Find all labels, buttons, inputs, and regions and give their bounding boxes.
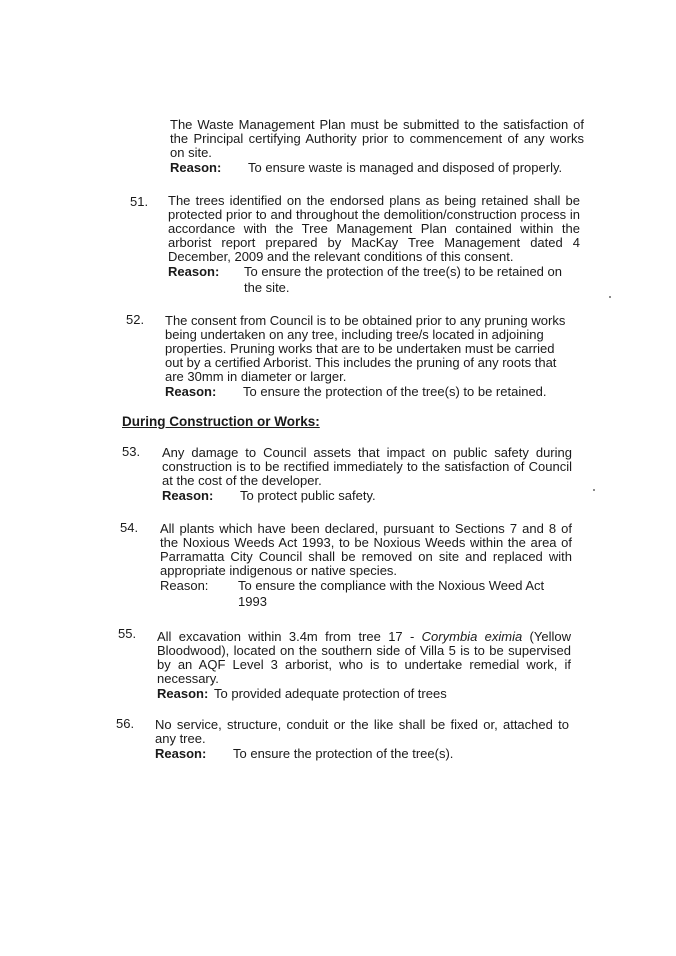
condition-54: [160, 522, 572, 610]
condition-53: [162, 446, 572, 504]
reason-text: To provided adequate protection of trees: [214, 686, 447, 701]
reason-row: [170, 160, 584, 176]
text-line: properties. Pruning works that are to be undertaken must be carried: [165, 341, 555, 356]
reason-text: the site.: [244, 280, 290, 295]
text-line: The Waste Management Plan must be submitted to the satisfaction of: [170, 117, 584, 132]
scan-speck: [593, 489, 595, 491]
reason-row: [168, 264, 580, 280]
condition-52: [165, 314, 575, 400]
condition-number: 56.: [116, 716, 135, 731]
text-line: appropriate indigenous or native species.: [160, 563, 398, 578]
scan-speck: [609, 296, 611, 298]
reason-row-cont: [160, 594, 572, 610]
reason-label: Reason:: [162, 488, 214, 503]
text-line: All plants which have been declared, pursuant to Sections 7 and 8 of: [160, 521, 572, 536]
text-line: [157, 630, 571, 644]
reason-label: Reason:: [155, 746, 207, 761]
condition-56: [155, 718, 569, 762]
text-line: at the cost of the developer.: [162, 473, 322, 488]
text-line: The trees identified on the endorsed plans as being retained shall be: [168, 193, 580, 208]
reason-row: [165, 384, 575, 400]
reason-row: [155, 746, 569, 762]
text-line: protected prior to and throughout the demolition/construction process in: [168, 207, 580, 222]
reason-label: Reason:: [157, 686, 209, 701]
reason-text: To ensure the protection of the tree(s) to be retained.: [243, 384, 547, 399]
text-line: construction is to be rectified immediately to the satisfaction of Council: [162, 459, 572, 474]
text-line: by an AQF Level 3 arborist, who is to undertake remedial work, if: [157, 657, 571, 672]
reason-row: [157, 686, 571, 702]
condition-number: 53.: [122, 444, 141, 459]
text-fragment: All excavation within 3.4m from tree 17 -: [157, 629, 422, 644]
condition-55: [157, 630, 571, 702]
reason-label: Reason:: [160, 578, 209, 593]
text-line: Any damage to Council assets that impact on public safety during: [162, 445, 572, 460]
text-line: are 30mm in diameter or larger.: [165, 369, 347, 384]
reason-label: Reason:: [165, 384, 217, 399]
text-line: No service, structure, conduit or the like shall be fixed or, attached to: [155, 717, 569, 732]
text-line: arborist report prepared by MacKay Tree Management dated 4: [168, 235, 580, 250]
text-fragment: (Yellow: [522, 629, 571, 644]
condition-number: 51.: [130, 194, 149, 209]
reason-row: [160, 578, 572, 594]
species-name: Corymbia eximia: [421, 629, 523, 644]
reason-label: Reason:: [170, 160, 222, 175]
text-line: the Principal certifying Authority prior to commencement of any works: [170, 131, 584, 146]
intro-paragraph: [170, 118, 584, 176]
reason-text: To ensure the protection of the tree(s).: [233, 746, 454, 761]
condition-number: 55.: [118, 626, 137, 641]
section-heading: During Construction or Works:: [122, 414, 320, 429]
text-line: on site.: [170, 145, 212, 160]
reason-row-cont: [168, 280, 580, 296]
text-line: any tree.: [155, 731, 206, 746]
text-line: Parramatta City Council shall be removed on site and replaced with: [160, 549, 572, 564]
reason-label: Reason:: [168, 264, 220, 279]
condition-number: 52.: [126, 312, 145, 327]
text-line: Bloodwood), located on the southern side of Villa 5 is to be supervised: [157, 643, 571, 658]
reason-text: To ensure the compliance with the Noxious Weed Act: [238, 578, 545, 593]
reason-text: To ensure the protection of the tree(s) to be retained on: [244, 264, 562, 279]
reason-text: To protect public safety.: [240, 488, 376, 503]
text-line: necessary.: [157, 671, 219, 686]
text-line: out by a certified Arborist. This includes the pruning of any roots that: [165, 355, 557, 370]
text-line: accordance with the Tree Management Plan contained within the: [168, 221, 580, 236]
text-line: December, 2009 and the relevant conditions of this consent.: [168, 249, 514, 264]
text-line: being undertaken on any tree, including tree/s located in adjoining: [165, 327, 544, 342]
reason-text: To ensure waste is managed and disposed of properly.: [248, 160, 563, 175]
reason-row: [162, 488, 572, 504]
text-line: The consent from Council is to be obtained prior to any pruning works: [165, 313, 566, 328]
reason-text: 1993: [238, 594, 267, 609]
condition-number: 54.: [120, 520, 139, 535]
condition-51: [168, 194, 580, 296]
text-line: the Noxious Weeds Act 1993, to be Noxious Weeds within the area of: [160, 535, 572, 550]
